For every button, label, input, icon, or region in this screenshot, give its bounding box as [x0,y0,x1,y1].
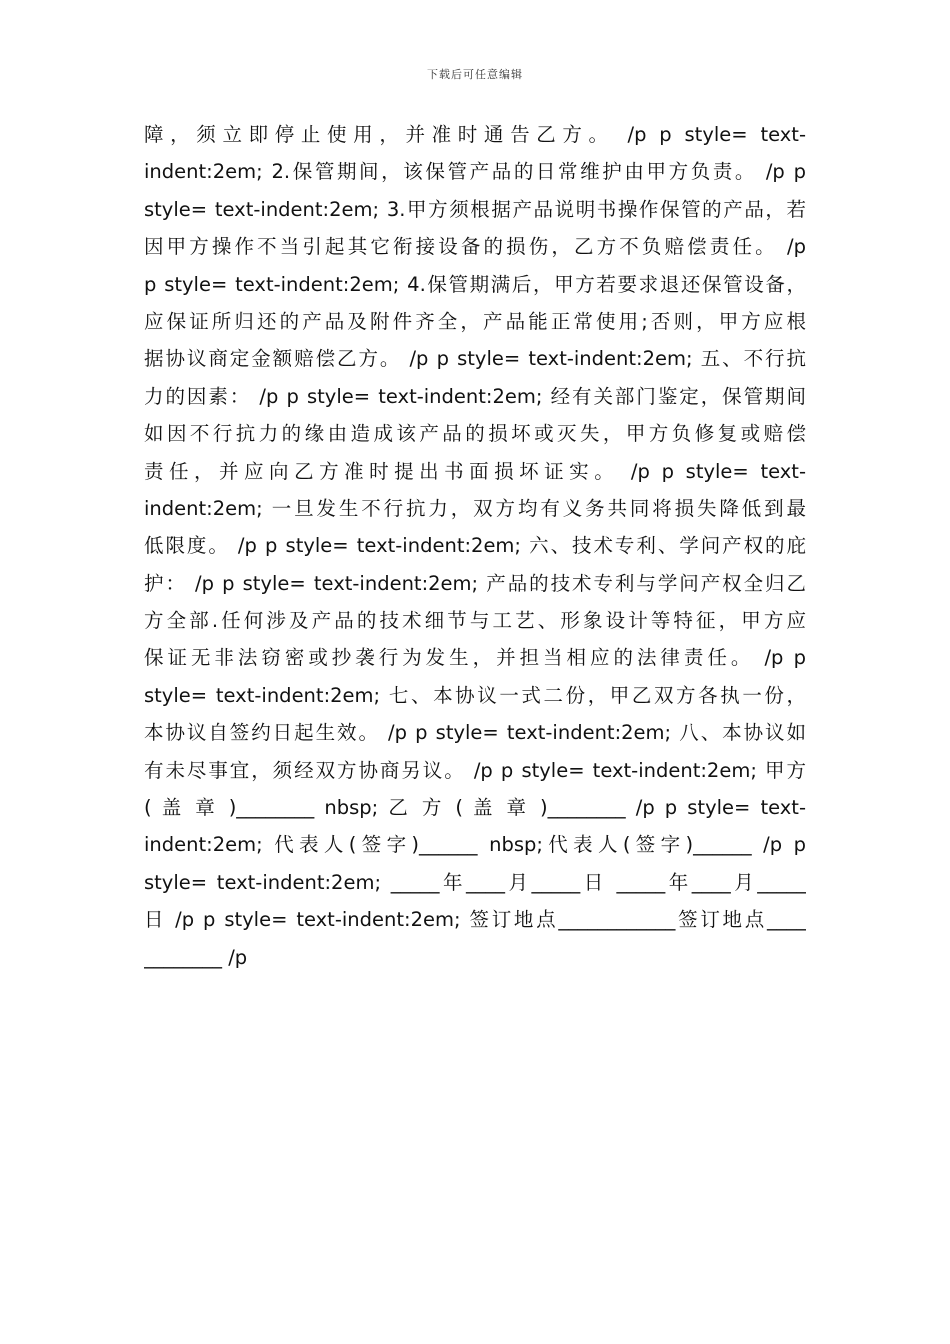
text-line-11: indent:2em; 一旦发生不行抗力，双方均有义务共同将损失降低到最 [144,496,806,520]
text-line-6: 应保证所归还的产品及附件齐全，产品能正常使用;否则，甲方应根 [144,309,806,333]
text-line-3: style= text-indent:2em; 3.甲方须根据产品说明书操作保管的产品，若 [144,197,806,221]
text-line-12: 低限度。 /p p style= text-indent:2em; 六、技术专利、学问产权的庇 [144,534,806,558]
page-header: 下载后可任意编辑 [427,68,523,81]
text-line-15: 保证无非法窃密或抄袭行为发生，并担当相应的法律责任。 /p p [144,646,806,670]
text-line-21: style= text-indent:2em; _____年____月_____日 _____年____月_____ [144,870,806,894]
text-line-13: 护： /p p style= text-indent:2em; 产品的技术专利与学问产权全归乙 [144,571,806,595]
text-line-9: 如因不行抗力的缘由造成该产品的损坏或灭失，甲方负修复或赔偿 [144,422,806,446]
text-line-8: 力的因素： /p p style= text-indent:2em; 经有关部门鉴定，保管期间 [144,384,806,408]
document-body [144,116,806,976]
text-line-20: indent:2em; 代表人(签字)______ nbsp;代表人(签字)______ /p p [144,833,806,857]
text-line-14: 方全部.任何涉及产品的技术细节与工艺、形象设计等特征，甲方应 [144,609,806,633]
text-line-23: ________ /p [144,945,248,969]
text-line-10: 责任，并应向乙方准时提出书面损坏证实。 /p p style= text- [144,459,806,483]
text-line-22: 日 /p p style= text-indent:2em; 签订地点____________签订地点____ [144,908,806,932]
text-line-18: 有未尽事宜，须经双方协商另议。 /p p style= text-indent:2em; 甲方 [144,758,806,782]
text-line-19: ( 盖 章 )________ nbsp; 乙 方 ( 盖 章 )________ /p p style= text- [144,796,806,820]
text-line-5: p style= text-indent:2em; 4.保管期满后，甲方若要求退还保管设备， [144,272,806,296]
text-line-7: 据协议商定金额赔偿乙方。 /p p style= text-indent:2em; 五、不行抗 [144,347,806,371]
text-line-2: indent:2em; 2.保管期间，该保管产品的日常维护由甲方负责。 /p p [144,160,806,184]
text-line-4: 因甲方操作不当引起其它衔接设备的损伤，乙方不负赔偿责任。 /p [144,235,806,259]
text-line-17: 本协议自签约日起生效。 /p p style= text-indent:2em; 八、本协议如 [144,721,806,745]
text-line-16: style= text-indent:2em; 七、本协议一式二份，甲乙双方各执一份， [144,683,806,707]
text-line-1: 障，须立即停止使用，并准时通告乙方。 /p p style= text- [144,123,806,146]
